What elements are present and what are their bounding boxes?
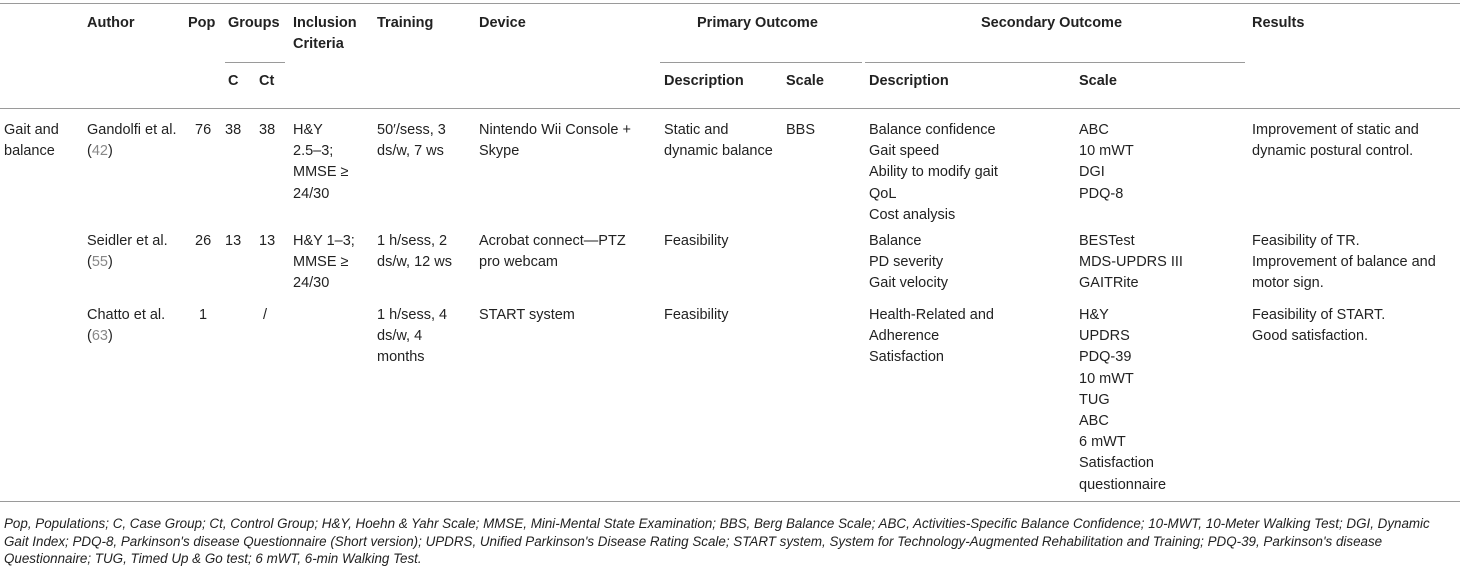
table-cell-results	[1252, 231, 1436, 295]
cell-line: Ability to modify gait	[869, 164, 998, 181]
cell-line: Health-Related and	[869, 307, 994, 323]
header-inclusion-line: Inclusion	[293, 15, 357, 31]
table-cell-device	[479, 305, 575, 326]
cell-line: Feasibility of TR.	[1252, 233, 1360, 249]
table-cell-primary-scale: BBS	[786, 122, 816, 138]
cell-line: MDS-UPDRS III	[1079, 254, 1183, 271]
cell-line: GAITRite	[1079, 275, 1139, 292]
primary-outcome-subheader-rule	[660, 62, 862, 63]
table-cell-pop: 26	[195, 233, 212, 249]
cell-line: Skype	[479, 143, 520, 160]
cell-line: Balance confidence	[869, 122, 996, 138]
cell-line: 10 mWT	[1079, 143, 1134, 160]
groups-subheader-rule	[225, 62, 285, 63]
table-cell-inclusion	[293, 231, 355, 295]
cell-line: 10 mWT	[1079, 370, 1134, 387]
header-secondary-scale: Scale	[1079, 73, 1117, 89]
header-pop: Pop	[188, 15, 216, 31]
header-primary-description: Description	[664, 73, 744, 89]
table-cell-c: 13	[225, 233, 242, 249]
cell-line: H&Y 1–3;	[293, 233, 355, 249]
header-secondary-outcome: Secondary Outcome	[981, 15, 1123, 31]
cell-line: months	[377, 349, 425, 366]
table-cell-secondary-description	[869, 120, 998, 226]
cell-line: Satisfaction	[869, 349, 944, 366]
reference-link[interactable]: 42	[91, 143, 108, 160]
cell-line: 1 h/sess, 4	[377, 307, 448, 323]
cell-line: motor sign.	[1252, 275, 1324, 292]
table-cell-secondary-scale	[1079, 305, 1166, 496]
cell-line: Good satisfaction.	[1252, 328, 1369, 345]
header-secondary-description: Description	[869, 73, 949, 89]
author-name: Seidler et al.	[87, 233, 168, 249]
cell-line: BESTest	[1079, 233, 1135, 249]
cell-line: UPDRS	[1079, 328, 1130, 345]
table-cell-primary-description	[664, 231, 728, 252]
header-author: Author	[87, 15, 135, 31]
cell-line: DGI	[1079, 164, 1105, 181]
cell-line: PD severity	[869, 254, 944, 271]
table-cell-primary-description	[664, 120, 773, 162]
cell-line: 50′/sess, 3	[377, 122, 446, 138]
cell-line: 6 mWT	[1079, 434, 1126, 451]
table-cell-ct: 38	[259, 122, 276, 138]
table-bottom-rule	[0, 501, 1460, 502]
header-inclusion-criteria	[293, 13, 357, 55]
cell-line: QoL	[869, 185, 897, 202]
cell-line: 24/30	[293, 185, 330, 202]
table-cell-inclusion	[293, 120, 349, 205]
reference-link[interactable]: 63	[91, 328, 108, 345]
cell-line: Improvement of static and	[1252, 122, 1419, 138]
cell-line: TUG	[1079, 391, 1110, 408]
table-row-author	[87, 120, 176, 162]
cell-line: Nintendo Wii Console +	[479, 122, 631, 138]
category-line: balance	[4, 143, 55, 160]
header-group-c: C	[228, 73, 239, 89]
cell-line: Acrobat connect—PTZ	[479, 233, 626, 249]
header-group-ct: Ct	[259, 73, 275, 89]
cell-line: Adherence	[869, 328, 940, 345]
cell-line: PDQ-8	[1079, 185, 1124, 202]
cell-line: MMSE ≥	[293, 254, 349, 271]
author-reference: (63)	[87, 328, 113, 345]
cell-line: questionnaire	[1079, 476, 1167, 493]
header-primary-scale: Scale	[786, 73, 824, 89]
table-cell-groups-merged: /	[263, 307, 268, 323]
cell-line: Cost analysis	[869, 206, 956, 223]
table-cell-secondary-description	[869, 231, 948, 295]
table-cell-c: 38	[225, 122, 242, 138]
secondary-outcome-subheader-rule	[865, 62, 1245, 63]
table-cell-training	[377, 231, 452, 273]
cell-line: H&Y	[293, 122, 323, 138]
cell-line: ds/w, 4	[377, 328, 423, 345]
author-name: Gandolfi et al.	[87, 122, 177, 138]
table-cell-pop: 1	[199, 307, 208, 323]
cell-line: dynamic balance	[664, 143, 773, 160]
table-cell-primary-description	[664, 305, 728, 326]
cell-line: PDQ-39	[1079, 349, 1132, 366]
cell-line: dynamic postural control.	[1252, 143, 1414, 160]
header-device: Device	[479, 15, 526, 31]
category-line: Gait and	[4, 122, 59, 138]
cell-line: H&Y	[1079, 307, 1109, 323]
table-cell-training	[377, 120, 446, 162]
table-cell-pop: 76	[195, 122, 212, 138]
author-reference: (42)	[87, 143, 113, 160]
cell-line: pro webcam	[479, 254, 558, 271]
table-row-author	[87, 305, 165, 347]
table-cell-results	[1252, 120, 1419, 162]
table-cell-device	[479, 231, 626, 273]
category-label	[4, 120, 59, 162]
cell-line: Feasibility	[664, 233, 729, 249]
cell-line: Satisfaction	[1079, 455, 1154, 472]
cell-line: 1 h/sess, 2	[377, 233, 448, 249]
cell-line: Feasibility of START.	[1252, 307, 1386, 323]
cell-line: 24/30	[293, 275, 330, 292]
table-cell-device	[479, 120, 631, 162]
table-footnote: Pop, Populations; C, Case Group; Ct, Control Group; H&Y, Hoehn & Yahr Scale; MMSE, Mini-Mental State Examination; BBS, Berg Balance Scale; ABC, Activities-Specific Balance Confidence; 10-MWT, 10-Meter Walking Test; DGI, Dynamic Gait Index; PDQ-8, Parkinson's disease Questionnaire (Short version); UPDRS, Unified Parkinson's Disease Rating Scale; START system, System for Technology-Augmented Rehabilitation and Training; PDQ-39, Parkinson's disease Questionnaire; TUG, Timed Up & Go test; 6 mWT, 6-min Walking Test.	[4, 516, 1430, 567]
cell-line: ds/w, 7 ws	[377, 143, 444, 160]
cell-line: MMSE ≥	[293, 164, 349, 181]
cell-line: Gait velocity	[869, 275, 948, 292]
cell-line: Feasibility	[664, 307, 729, 323]
table-cell-ct: 13	[259, 233, 276, 249]
cell-line: Static and	[664, 122, 729, 138]
table-cell-secondary-description	[869, 305, 994, 369]
cell-line: 2.5–3;	[293, 143, 334, 160]
header-inclusion-line: Criteria	[293, 36, 344, 52]
author-reference: (55)	[87, 254, 113, 271]
author-name: Chatto et al.	[87, 307, 166, 323]
table-cell-results	[1252, 305, 1385, 347]
header-groups: Groups	[228, 15, 280, 31]
header-training: Training	[377, 15, 434, 31]
table-cell-training	[377, 305, 447, 369]
cell-line: START system	[479, 307, 575, 323]
header-bottom-rule	[0, 108, 1460, 109]
table-cell-secondary-scale	[1079, 120, 1134, 205]
cell-line: ds/w, 12 ws	[377, 254, 452, 271]
cell-line: ABC	[1079, 122, 1109, 138]
table-cell-secondary-scale	[1079, 231, 1183, 295]
cell-line: ABC	[1079, 413, 1109, 430]
header-primary-outcome: Primary Outcome	[697, 15, 818, 31]
table-top-rule	[0, 3, 1460, 4]
cell-line: Improvement of balance and	[1252, 254, 1436, 271]
cell-line: Balance	[869, 233, 922, 249]
cell-line: Gait speed	[869, 143, 940, 160]
header-results: Results	[1252, 15, 1305, 31]
table-row-author	[87, 231, 168, 273]
reference-link[interactable]: 55	[91, 254, 108, 271]
